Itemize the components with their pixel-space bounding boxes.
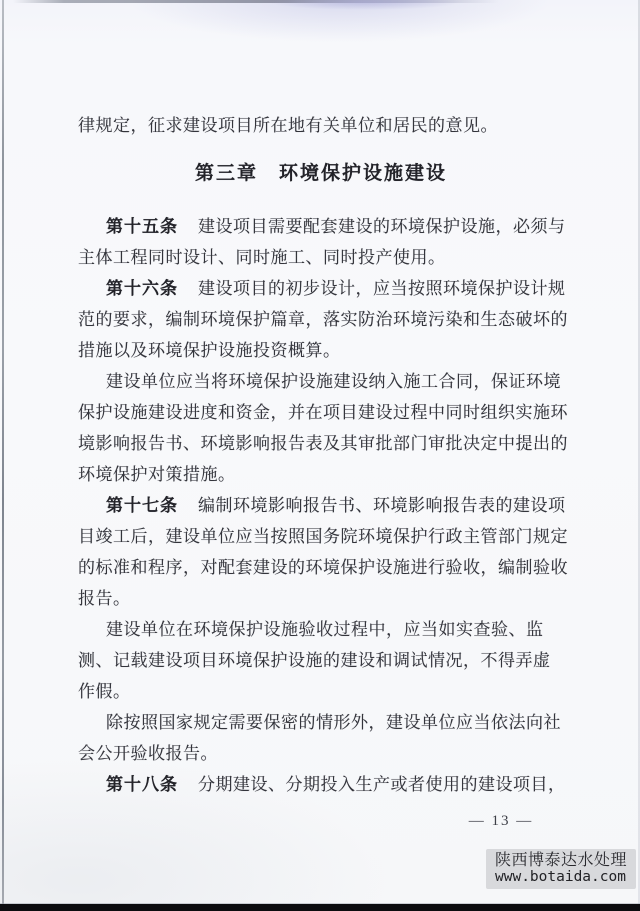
line-text: 报告。: [78, 589, 131, 608]
line-text: 建设项目需要配套建设的环境保护设施，必须与: [198, 217, 566, 236]
text-line: [78, 110, 564, 141]
line-text: 环境保护对策措施。: [78, 465, 236, 484]
text-line: [78, 490, 564, 521]
article-number: 第十六条: [106, 279, 178, 298]
text-line: [78, 614, 564, 645]
text-line: [78, 304, 568, 335]
text-line: [78, 676, 564, 707]
line-text: 的标准和程序，对配套建设的环境保护设施进行验收，编制验收: [78, 558, 568, 577]
line-text: 测、记载建设项目环境保护设施的建设和调试情况，不得弄虚: [78, 651, 551, 670]
scan-left-edge: [2, 0, 4, 911]
text-line: [78, 428, 568, 459]
watermark: [486, 849, 636, 889]
text-line: [78, 397, 568, 428]
text-line: [78, 738, 564, 769]
scan-bottom-band: [0, 904, 640, 911]
text-line: [78, 366, 564, 397]
text-line: [78, 242, 564, 273]
scan-smudge: [250, 0, 480, 14]
line-text: 建设单位在环境保护设施验收过程中，应当如实查验、监: [106, 620, 544, 639]
article-number: 第十七条: [106, 496, 178, 515]
line-text: 律规定，征求建设项目所在地有关单位和居民的意见。: [78, 116, 498, 135]
line-text: 会公开验收报告。: [78, 744, 218, 763]
chapter-heading: 第三章 环境保护设施建设: [194, 163, 447, 184]
line-text: 境影响报告书、环境影响报告表及其审批部门审批决定中提出的: [78, 434, 568, 453]
document-lines: [78, 110, 568, 800]
page-number: — 13 —: [468, 813, 534, 829]
text-line: [78, 335, 564, 366]
watermark-company-name: 陕西博泰达水处理: [495, 852, 628, 869]
text-line: [78, 273, 564, 304]
line-text: 建设项目的初步设计，应当按照环境保护设计规: [198, 279, 566, 298]
text-line: [78, 459, 564, 490]
text-line: [78, 769, 564, 800]
text-line: [78, 645, 564, 676]
watermark-url: www.botaida.com: [495, 869, 626, 885]
article-number: 第十五条: [106, 217, 178, 236]
line-text: 编制环境影响报告书、环境影响报告表的建设项: [198, 496, 566, 515]
text-line: [78, 521, 568, 552]
text-line: [78, 552, 568, 583]
text-line: [78, 211, 564, 242]
line-text: 作假。: [78, 682, 131, 701]
line-text: 主体工程同时设计、同时施工、同时投产使用。: [78, 248, 446, 267]
text-line: [78, 707, 564, 738]
line-text: 范的要求，编制环境保护篇章，落实防治环境污染和生态破坏的: [78, 310, 568, 329]
line-text: 保护设施建设进度和资金，并在项目建设过程中同时组织实施环: [78, 403, 568, 422]
line-text: 分期建设、分期投入生产或者使用的建设项目，: [198, 775, 566, 794]
text-line: [78, 583, 564, 614]
article-number: 第十八条: [106, 775, 178, 794]
line-text: 目竣工后，建设单位应当按照国务院环境保护行政主管部门规定: [78, 527, 568, 546]
line-text: 建设单位应当将环境保护设施建设纳入施工合同，保证环境: [106, 372, 561, 391]
line-text: 措施以及环境保护设施投资概算。: [78, 341, 341, 360]
line-text: 除按照国家规定需要保密的情形外，建设单位应当依法向社: [106, 713, 561, 732]
